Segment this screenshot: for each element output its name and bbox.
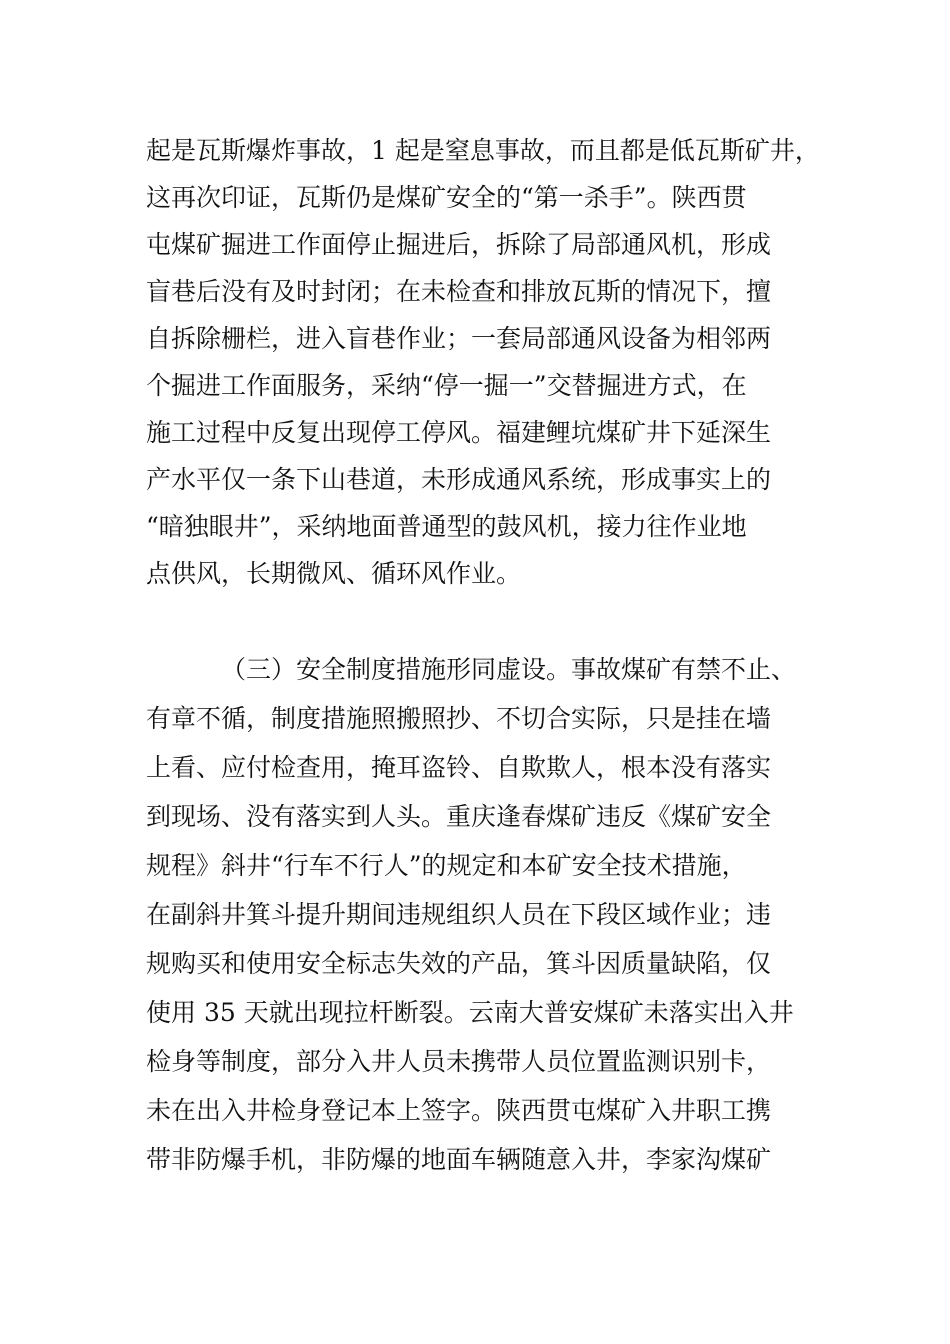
paragraph-1-line-6: 个掘进工作面服务，采纳“停一掘一”交替掘进方式，在 <box>146 371 747 400</box>
paragraph-1-line-3: 屯煤矿掘进工作面停止掘进后，拆除了局部通风机，形成 <box>146 230 772 259</box>
paragraph-2-line-1: （三）安全制度措施形同虚设。事故煤矿有禁不止、 <box>221 655 797 684</box>
paragraph-1-line-7: 施工过程中反复出现停工停风。福建鲤坑煤矿井下延深生 <box>146 418 772 447</box>
paragraph-2-line-9: 检身等制度，部分入井人员未携带人员位置监测识别卡， <box>146 1047 772 1076</box>
paragraph-1-line-10: 点供风，长期微风、循环风作业。 <box>146 559 522 588</box>
paragraph-1-line-5: 自拆除栅栏，进入盲巷作业；一套局部通风设备为相邻两 <box>146 324 772 353</box>
paragraph-1-line-4: 盲巷后没有及时封闭；在未检查和排放瓦斯的情况下，擅 <box>146 277 772 306</box>
paragraph-2-line-5: 规程》斜井“行车不行人”的规定和本矿安全技术措施， <box>146 851 747 880</box>
paragraph-2-line-7: 规购买和使用安全标志失效的产品，箕斗因质量缺陷，仅 <box>146 949 772 978</box>
paragraph-2-line-2: 有章不循，制度措施照搬照抄、不切合实际，只是挂在墙 <box>146 704 772 733</box>
paragraph-2-line-6: 在副斜井箕斗提升期间违规组织人员在下段区域作业；违 <box>146 900 772 929</box>
paragraph-1-line-8: 产水平仅一条下山巷道，未形成通风系统，形成事实上的 <box>146 465 772 494</box>
paragraph-2-line-3: 上看、应付检查用，掩耳盗铃、自欺欺人，根本没有落实 <box>146 753 772 782</box>
paragraph-2-line-8: 使用 35 天就出现拉杆断裂。云南大普安煤矿未落实出入井 <box>146 998 794 1027</box>
paragraph-1-line-9: “暗独眼井”，采纳地面普通型的鼓风机，接力往作业地 <box>146 512 747 541</box>
paragraph-2-line-10: 未在出入井检身登记本上签字。陕西贯屯煤矿入井职工携 <box>146 1096 772 1125</box>
paragraph-2-line-11: 带非防爆手机，非防爆的地面车辆随意入井，李家沟煤矿 <box>146 1145 772 1174</box>
paragraph-2-line-4: 到现场、没有落实到人头。重庆逢春煤矿违反《煤矿安全 <box>146 802 772 831</box>
paragraph-1-line-2: 这再次印证，瓦斯仍是煤矿安全的“第一杀手”。陕西贯 <box>146 183 747 212</box>
paragraph-1-line-1: 起是瓦斯爆炸事故，1 起是窒息事故，而且都是低瓦斯矿井， <box>146 136 820 165</box>
